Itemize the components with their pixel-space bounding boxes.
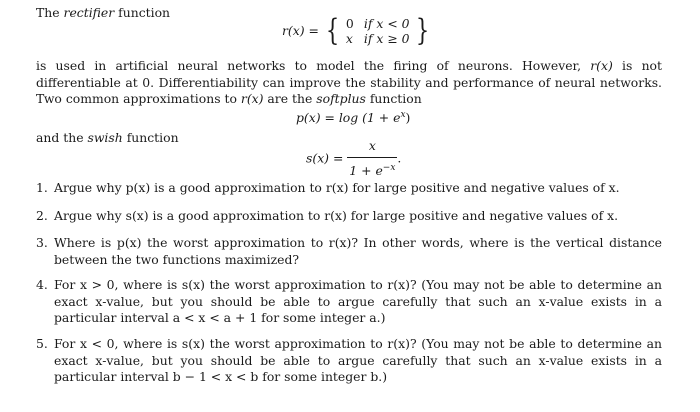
list-item (36, 180, 662, 197)
intro-line (36, 5, 170, 22)
case2-condition: if x ≥ 0 (363, 31, 410, 46)
para1-text-b: is not differentiable at 0. Differentiability can improve the stability and performance of neural networks. Two common approximations to (36, 58, 662, 106)
list-item (36, 277, 662, 327)
equation-rectifier (282, 13, 433, 48)
item-text: For x < 0, where is s(x) the worst approximation to r(x)? (You may not be able to determine an exact x-value, but you should be able to argue carefully that such an x-value exists in a particular interval b − 1 < x < b for some integer b.) (54, 336, 662, 384)
equation-swish-denominator (347, 157, 397, 180)
paragraph-description (36, 58, 662, 108)
equation-swish-denominator-base: 1 + e (349, 162, 383, 178)
equation-swish-lhs: s(x) = (306, 150, 344, 166)
para2-text-b: function (122, 130, 179, 145)
item-text: For x > 0, where is s(x) the worst approximation to r(x)? (You may not be able to determine an exact x-value, but you should be able to argue carefully that such an x-value exists in a particular interval a < x < a + 1 for some integer a.) (54, 277, 662, 325)
equation-swish-fraction (347, 138, 397, 179)
case1-value: 0 (345, 16, 354, 31)
item-text: Argue why p(x) is a good approximation to r(x) for large positive and negative values of x. (54, 180, 620, 195)
list-item (36, 336, 662, 386)
list-item (36, 235, 662, 268)
para2-text-a: and the (36, 130, 88, 145)
intro-term-rectifier: rectifier (63, 5, 115, 20)
para1-rx: r(x) (590, 58, 613, 73)
para1-softplus: softplus (316, 91, 366, 106)
equation-swish (306, 138, 401, 179)
item-text: Argue why s(x) is a good approximation to r(x) for large positive and negative values of x. (54, 208, 619, 223)
case-row-1 (346, 16, 410, 31)
equation-rectifier-lhs: r(x) = (282, 22, 319, 38)
case-row-2 (346, 31, 410, 46)
left-brace: { (325, 13, 340, 48)
equation-softplus-exponent: x (400, 110, 406, 120)
item-text: Where is p(x) the worst approximation to r(x)? In other words, where is the vertical distance between the two functions maximized? (54, 235, 662, 267)
list-item (36, 208, 662, 225)
para2-swish: swish (87, 130, 123, 145)
paragraph-swish-intro (36, 130, 179, 147)
para1-text-c: are the (263, 91, 317, 106)
item-number: 4. (36, 277, 48, 292)
item-number: 1. (36, 180, 48, 195)
case2-value: x (345, 31, 353, 46)
para1-text-d: function (365, 91, 422, 106)
equation-softplus-close: ) (405, 110, 411, 125)
equation-cases (346, 16, 410, 46)
equation-swish-numerator: x (368, 138, 376, 153)
para1-text-a: is used in artificial neural networks to model the firing of neurons. However, (36, 58, 591, 73)
intro-lead: The (36, 5, 64, 20)
equation-softplus-lhs: p(x) = log (1 + e (296, 110, 401, 125)
equation-softplus (296, 107, 410, 127)
case1-condition: if x < 0 (363, 16, 410, 31)
item-number: 2. (36, 208, 48, 223)
para1-rx2: r(x) (240, 91, 264, 106)
intro-rest: function (114, 5, 171, 20)
equation-swish-period: . (397, 150, 402, 166)
item-number: 5. (36, 336, 48, 351)
equation-swish-denominator-exponent: −x (382, 162, 396, 173)
right-brace: } (416, 13, 430, 48)
item-number: 3. (36, 235, 48, 250)
